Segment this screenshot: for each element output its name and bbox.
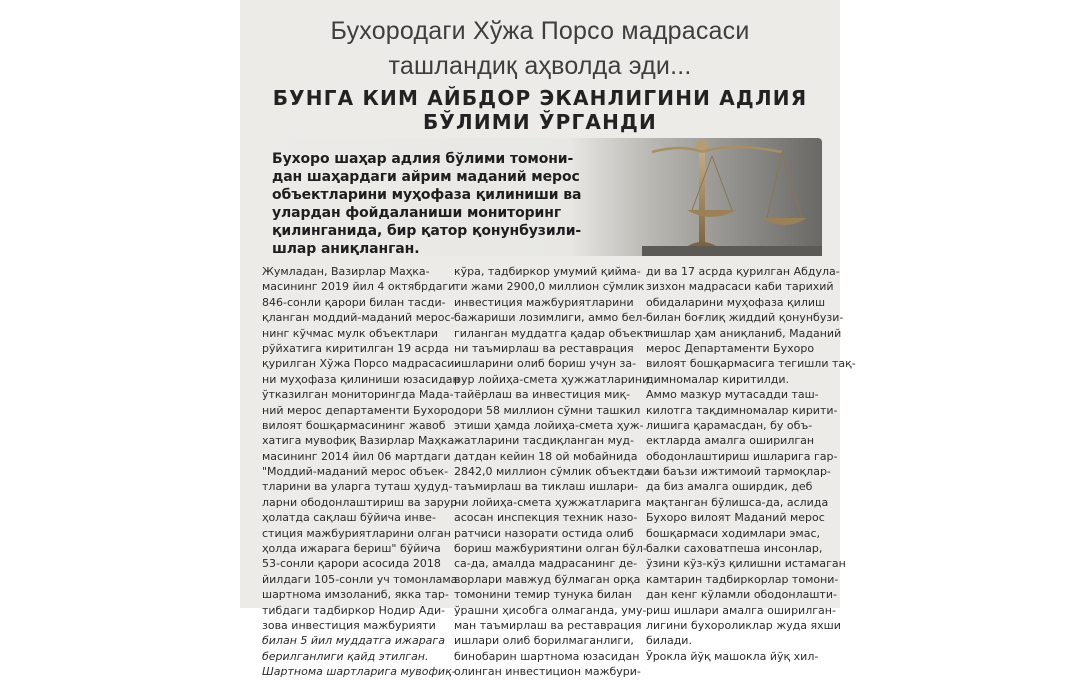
headline-top-line1: Бухородаги Хўжа Порсо мадрасаси [330, 17, 750, 45]
article-line: са-да, амалда мадрасанинг де- [454, 557, 638, 571]
article-line: дан кенг кўламли ободонлашти- [646, 588, 837, 602]
article-line: нинг кўчмас мулк объектлари [262, 326, 439, 340]
article-line: таъмирлаш ва тиклаш ишлари- [454, 480, 639, 494]
article-line: 2842,0 миллион сўмлик объектда [454, 465, 651, 479]
article-line: билади. [646, 634, 692, 648]
article-line: вилоят бошқармасига тегишли тақ- [646, 357, 856, 371]
article-line: инвестиция мажбуриятларини [454, 295, 634, 309]
article-column-1 [262, 264, 460, 680]
headline-main-line2: БЎЛИМИ ЎРГАНДИ [422, 110, 657, 134]
article-line: гиланган муддатга қадар объект- [454, 326, 654, 340]
article-line: зова инвестиция мажбурияти [262, 618, 436, 632]
article-line: ишларини олиб бориш учун за- [454, 357, 637, 371]
article-line: ўтказилган мониторингда Мада- [262, 388, 454, 402]
lead-line: шлар аниқланган. [272, 241, 420, 257]
article-line: ҳолатда сақлаш бўйича инве- [262, 511, 436, 525]
article-line: берилганлиги қайд этилган. [262, 649, 429, 663]
article-line: рўйхатига киритилган 19 асрда [262, 341, 449, 355]
article-line: ворлари мавжуд бўлмаган орқа [454, 572, 641, 586]
article-line: йилдаги 105-сонли уч томонлама [262, 572, 458, 586]
article-line: вилоят бошқармасининг жавоб [262, 418, 446, 432]
article-line: 846-сонли қарори билан тасди- [262, 295, 446, 309]
article-line: датдан кейин 18 ой мобайнида [454, 449, 638, 463]
article-line: камтарин тадбиркорлар томони- [646, 572, 839, 586]
article-line: риш ишлари амалга оширилган- [646, 603, 836, 617]
article-line: Ўрокла йўқ машокла йўқ хил- [646, 649, 819, 663]
headline-main-line1: БУНГА КИМ АЙБДОР ЭКАНЛИГИНИ АДЛИЯ [272, 86, 808, 110]
article-line: ишлари олиб борилмаганлиги, [454, 634, 634, 648]
article-line: тларини ва уларга туташ ҳудуд- [262, 480, 453, 494]
article-line: Шартнома шартларига мувофиқ- [262, 665, 456, 679]
headline-top-line2: ташландиқ аҳволда эди... [388, 52, 692, 80]
article-line: этиши ҳамда лойиҳа-смета ҳуж- [454, 418, 644, 432]
lead-line: қилинганида, бир қатор қонунбузили- [272, 223, 582, 239]
article-line: ларни ободонлаштириш ва зарур [262, 495, 458, 509]
lead-line: объектларини муҳофаза қилиниши ва [272, 187, 582, 203]
lead-line: дан шаҳардаги айрим маданий мерос [272, 169, 580, 185]
article-line: чи баъзи ижтимоий тармоқлар- [646, 465, 831, 479]
article-line: стиция мажбуриятларини олган [262, 526, 451, 540]
article-line: бошқармаси ходимлари эмас, [646, 526, 820, 540]
article-line: бинобарин шартнома юзасидан [454, 649, 640, 663]
article-line: обидаларини муҳофаза қилиш [646, 295, 826, 309]
article-line: ектларда амалга оширилган [646, 434, 815, 448]
article-line: Бухоро вилоят Маданий мерос [646, 511, 825, 525]
lead-line: улардан фойдаланиши мониторинг [272, 205, 562, 221]
article-line: ўзини кўз-кўз қилишни истамаган [646, 557, 846, 571]
article-line: билан боғлиқ жиддий қонунбузи- [646, 311, 844, 325]
article-line: балки саховатпеша инсонлар, [646, 542, 823, 556]
article-line: асосан инспекция техник назо- [454, 511, 638, 525]
article-line: ти жами 2900,0 миллион сўмлик [454, 280, 645, 294]
article-line: рур лойиҳа-смета ҳужжатларини [454, 372, 650, 386]
article-line: ратчиси назорати остида олиб [454, 526, 634, 540]
article-line: 53-сонли қарори асосида 2018 [262, 557, 441, 571]
article-line: Жумладан, Вазирлар Маҳка- [262, 265, 430, 278]
article-line: тибдаги тадбиркор Нодир Ади- [262, 603, 446, 617]
article-line: ман таъмирлаш ва реставрация [454, 618, 642, 632]
article-line: мақтанган бўлишса-да, аслида [646, 495, 829, 509]
article-line: лигини бухороликлар жуда яхши [646, 618, 841, 632]
article-line: томонини темир тунука билан [454, 588, 632, 602]
article-column-2 [454, 264, 654, 680]
article-line: "Моддий-маданий мерос объек- [262, 465, 449, 479]
article-line: масининг 2014 йил 06 мартдаги [262, 449, 451, 463]
article-line: олинган инвестицион мажбури- [454, 665, 641, 679]
article-line: дори 58 миллион сўмни ташкил [454, 403, 641, 417]
article-line: ни лойиҳа-смета ҳужжатларига [454, 495, 642, 509]
article-line: мерос Департаменти Бухоро [646, 341, 815, 355]
article-line: билан 5 йил муддатга ижарага [262, 634, 445, 648]
article-line: ний мерос департаменти Бухоро [262, 403, 455, 417]
article-line: тайёрлаш ва инвестиция миқ- [454, 388, 631, 402]
article-line: ўрашни ҳисобга олмагандa, уму- [454, 603, 647, 617]
article-line: хатига мувофиқ Вазирлар Маҳка- [262, 434, 459, 448]
article-line: зизхон мадрасаси каби тарихий [646, 280, 834, 294]
article-line: ҳолда ижарага бериш" бўйича [262, 542, 441, 556]
article-line: ди ва 17 асрда қурилган Абдула- [646, 265, 840, 278]
article-line: кўра, тадбиркор умумий қийма- [454, 265, 641, 278]
article-line: лишига қарамасдан, бу объ- [646, 418, 813, 432]
article-line: ни муҳофаза қилиниши юзасидан [262, 372, 460, 386]
article-line: да биз амалга оширдик, деб [646, 480, 813, 494]
article-column-3 [646, 264, 856, 664]
article-line: килотга тақдимномалар кирити- [646, 403, 838, 417]
article-line: димномалар киритилди. [646, 372, 790, 386]
article-line: лишлар ҳам аниқланиб, Маданий [646, 326, 842, 340]
article-line: Аммо мазкур мутасадди таш- [646, 388, 819, 402]
article-line: жатларини тасдиқланган муд- [454, 434, 634, 448]
article-line: бориш мажбуриятини олган бўл- [454, 542, 647, 556]
article-line: шартнома имзоланиб, якка тар- [262, 588, 449, 602]
article-line: ни таъмирлаш ва реставрация [454, 341, 634, 355]
article-line: бажариши лозимлиги, аммо бел- [454, 311, 647, 325]
lead-line: Бухоро шаҳар адлия бўлими томони- [272, 151, 574, 167]
article-line: қланган моддий-маданий мерос- [262, 311, 455, 325]
article-line: масининг 2019 йил 4 октябрдаги [262, 280, 456, 294]
article-line: қурилган Хўжа Порсо мадрасаси- [262, 357, 459, 371]
article-line: ободонлаштириш ишларига гар- [646, 449, 838, 463]
